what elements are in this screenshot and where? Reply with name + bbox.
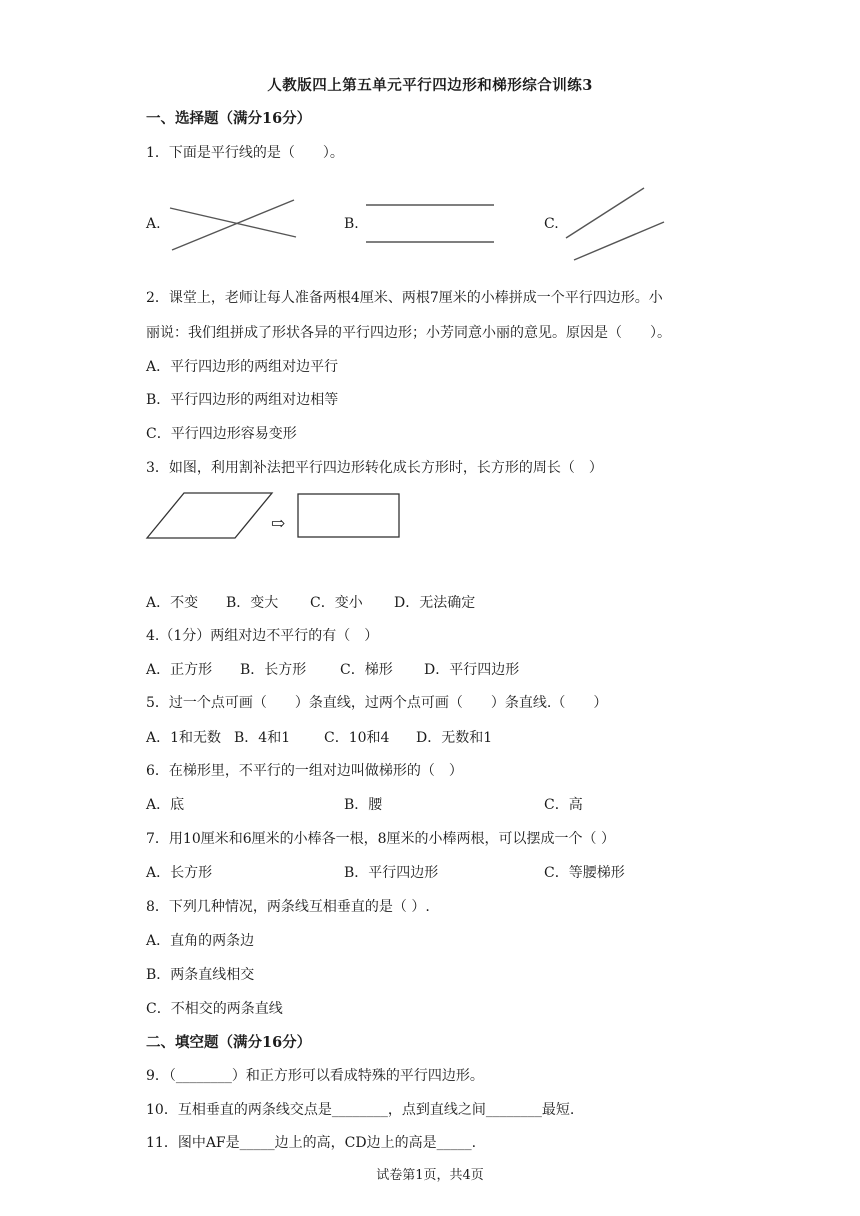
- question-4-stem: 4.（1分）两组对边不平行的有（ ）: [146, 628, 379, 644]
- q7-option-c: C．等腰梯形: [544, 865, 625, 881]
- page-footer: 试卷第1页，共4页: [376, 1168, 484, 1183]
- page-title: 人教版四上第五单元平行四边形和梯形综合训练3: [267, 77, 593, 94]
- q2-option-a: A．平行四边形的两组对边平行: [146, 359, 339, 375]
- q7-option-a: A．长方形: [146, 865, 213, 881]
- question-8-stem: 8．下列几种情况，两条线互相垂直的是（ ）.: [146, 899, 430, 915]
- q2-option-b: B．平行四边形的两组对边相等: [146, 392, 339, 408]
- q8-option-c: C．不相交的两条直线: [146, 1001, 283, 1017]
- q5-option-c: C．10和4: [324, 730, 390, 746]
- question-2-stem-line-1: 2．课堂上，老师让每人准备两根4厘米、两根7厘米的小棒拼成一个平行四边形。小: [146, 290, 663, 306]
- question-2-stem-line-2: 丽说：我们组拼成了形状各异的平行四边形；小芳同意小丽的意见。原因是（ ）。: [146, 325, 671, 341]
- question-5-stem: 5．过一个点可画（ ）条直线，过两个点可画（ ）条直线.（ ）: [146, 695, 608, 711]
- q1-option-a-label: A.: [146, 216, 161, 232]
- q6-option-a: A．底: [146, 797, 185, 813]
- q5-option-a: A．1和无数: [146, 730, 222, 746]
- q1-figure-a-intersecting-lines: [168, 196, 300, 254]
- question-3-stem: 3．如图，利用割补法把平行四边形转化成长方形时，长方形的周长（ ）: [146, 460, 603, 476]
- q3-figure-parallelogram: [144, 490, 276, 542]
- question-10: 10．互相垂直的两条线交点是________，点到直线之间________最短.: [146, 1102, 575, 1118]
- q1-option-c-label: C.: [544, 216, 559, 232]
- q8-option-a: A．直角的两条边: [146, 933, 255, 949]
- q1-figure-b-parallel-lines: [364, 200, 496, 248]
- q6-option-c: C．高: [544, 797, 583, 813]
- q4-option-a: A．正方形: [146, 662, 213, 678]
- q4-option-b: B．长方形: [240, 662, 307, 678]
- arrow-right-icon: ⇨: [271, 514, 286, 534]
- question-1-stem: 1．下面是平行线的是（ ）。: [146, 145, 344, 161]
- q3-option-a: A．不变: [146, 595, 199, 611]
- q3-option-d: D．无法确定: [394, 595, 476, 611]
- q4-option-c: C．梯形: [340, 662, 393, 678]
- section-heading-fill-in: 二、填空题（满分16分）: [146, 1034, 312, 1051]
- q2-option-c: C．平行四边形容易变形: [146, 426, 297, 442]
- q8-option-b: B．两条直线相交: [146, 967, 255, 983]
- section-heading-choice: 一、选择题（满分16分）: [146, 110, 312, 127]
- q1-figure-c-slanted-lines: [562, 184, 668, 264]
- q3-option-b: B．变大: [226, 595, 279, 611]
- q5-option-b: B．4和1: [234, 730, 291, 746]
- question-11: 11．图中AF是_____边上的高，CD边上的高是_____.: [146, 1135, 477, 1151]
- q5-option-d: D．无数和1: [416, 730, 493, 746]
- question-9: 9．（________）和正方形可以看成特殊的平行四边形。: [146, 1068, 484, 1084]
- q4-option-d: D．平行四边形: [424, 662, 520, 678]
- question-6-stem: 6．在梯形里，不平行的一组对边叫做梯形的（ ）: [146, 763, 463, 779]
- q1-option-b-label: B.: [344, 216, 359, 232]
- question-7-stem: 7．用10厘米和6厘米的小棒各一根，8厘米的小棒两根，可以摆成一个（ ）: [146, 831, 615, 847]
- q7-option-b: B．平行四边形: [344, 865, 439, 881]
- q3-option-c: C．变小: [310, 595, 363, 611]
- q3-figure-rectangle: [296, 492, 402, 540]
- q6-option-b: B．腰: [344, 797, 383, 813]
